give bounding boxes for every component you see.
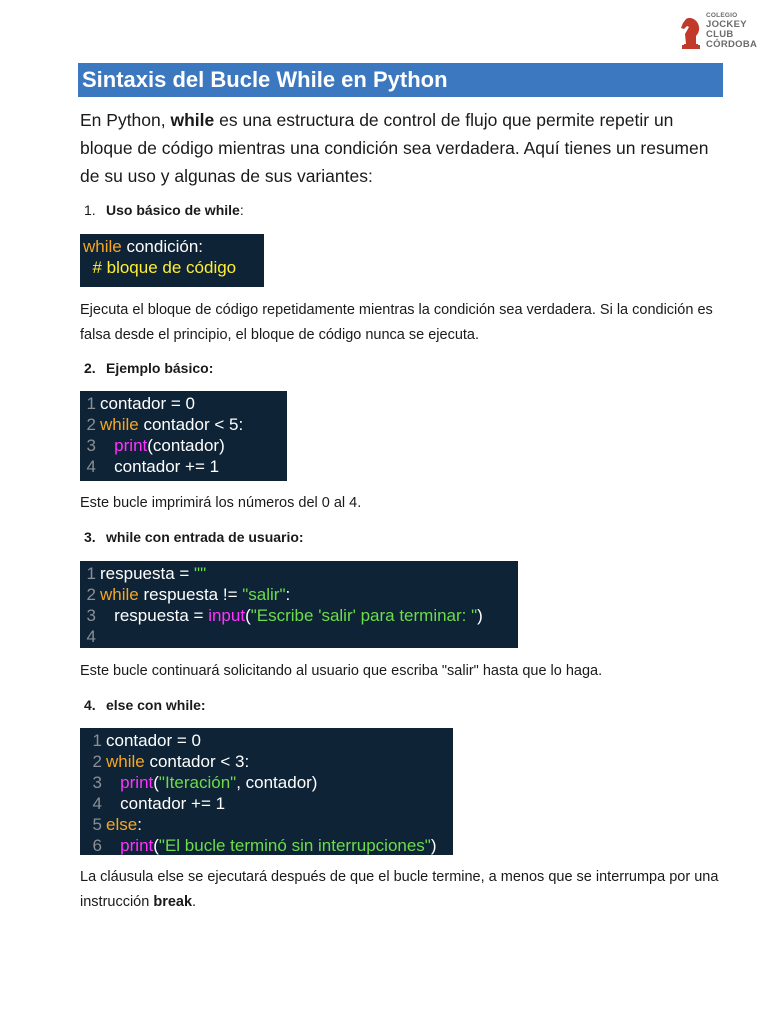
section-number: 2.: [84, 360, 96, 376]
line-number: 6: [92, 836, 102, 855]
line-number: 1: [86, 394, 96, 413]
string-literal: "": [194, 564, 207, 583]
code-line: [80, 793, 453, 814]
function-name: print: [120, 836, 154, 855]
code-text: (contador): [147, 436, 225, 455]
code-line: [80, 751, 453, 772]
intro-text-1: En Python,: [80, 110, 171, 130]
indent: [100, 436, 114, 455]
code-text: ): [477, 606, 483, 625]
code-text: (: [245, 606, 251, 625]
code-line: [80, 414, 287, 435]
paragraph-2: Este bucle imprimirá los números del 0 al 4.: [80, 495, 362, 511]
line-number: 4: [86, 627, 96, 646]
code-text: condición:: [121, 237, 204, 256]
school-logo: [678, 12, 758, 54]
code-line: [80, 772, 453, 793]
string-literal: "Escribe 'salir' para terminar: ": [250, 606, 478, 625]
code-text: contador += 1: [106, 794, 226, 813]
paragraph-4: [80, 865, 720, 915]
line-number: 1: [86, 564, 96, 583]
code-block-2: [80, 391, 287, 481]
function-name: print: [114, 436, 148, 455]
intro-bold-keyword: while: [170, 110, 215, 130]
code-line: [80, 456, 287, 477]
code-line: [80, 435, 287, 456]
string-literal: "Iteración": [158, 773, 237, 792]
section-heading-2: [84, 360, 213, 376]
string-literal: "salir": [242, 585, 286, 604]
paragraph-1: Ejecuta el bloque de código repetidamente mientras la condición sea verdadera. Si la condición es falsa desde el principio, el bloque de código nunca se ejecuta.: [80, 302, 713, 343]
paragraph-text: .: [192, 894, 197, 910]
code-text: (: [153, 773, 159, 792]
logo-line-3: CLUB: [706, 29, 734, 40]
code-text: contador = 0: [106, 731, 201, 750]
code-line: [80, 814, 453, 835]
section-title: Ejemplo básico:: [106, 360, 214, 376]
code-line: [80, 393, 287, 414]
code-text: contador = 0: [100, 394, 195, 413]
line-number: 4: [92, 794, 102, 813]
code-text: contador < 5:: [138, 415, 244, 434]
section-title: Uso básico de while: [106, 202, 240, 218]
line-number: 2: [86, 415, 96, 434]
line-number: 2: [92, 752, 102, 771]
line-number: 3: [86, 606, 96, 625]
function-name: input: [208, 606, 246, 625]
keyword: while: [100, 415, 139, 434]
code-line: [80, 835, 453, 856]
section-number: 3.: [84, 529, 96, 545]
line-number: 3: [92, 773, 102, 792]
code-text: respuesta !=: [138, 585, 243, 604]
code-block-4: [80, 728, 453, 855]
code-text: respuesta =: [100, 564, 195, 583]
code-line: [80, 626, 518, 647]
code-text: :: [285, 585, 291, 604]
section-heading-4: [84, 697, 206, 713]
code-text: contador < 3:: [144, 752, 250, 771]
function-name: print: [120, 773, 154, 792]
section-suffix: :: [239, 202, 244, 218]
intro-paragraph: [80, 106, 730, 190]
keyword: while: [100, 585, 139, 604]
line-number: 4: [86, 457, 96, 476]
code-block-1: [80, 234, 264, 287]
logo-line-1: COLEGIO: [706, 12, 738, 19]
code-text: , contador): [236, 773, 318, 792]
paragraph-3: Este bucle continuará solicitando al usuario que escriba "salir" hasta que lo haga.: [80, 663, 603, 679]
code-line: [80, 605, 518, 626]
code-line: [80, 584, 518, 605]
code-line: [80, 730, 453, 751]
logo-line-4: CÓRDOBA: [706, 39, 758, 50]
line-number: 1: [92, 731, 102, 750]
intro-text-2: es una estructura de control de flujo que permite repetir un bloque de código mientras una condición sea verdadera. Aquí tienes un resumen de su uso y algunas de sus variantes:: [80, 110, 709, 186]
knight-chess-icon: [678, 14, 704, 50]
indent: [106, 836, 120, 855]
bold-keyword: break: [153, 894, 193, 910]
code-block-3: [80, 561, 518, 648]
code-line: [80, 563, 518, 584]
section-heading-1: [84, 202, 244, 218]
code-text: respuesta =: [100, 606, 209, 625]
code-line: [80, 236, 264, 257]
paragraph-text: La cláusula else se ejecutará después de que el bucle termine, a menos que se interrumpa por una instrucción: [80, 869, 719, 910]
section-title: while con entrada de usuario:: [106, 529, 304, 545]
code-text: contador += 1: [100, 457, 220, 476]
line-number: 3: [86, 436, 96, 455]
section-heading-3: [84, 529, 304, 545]
logo-line-2: JOCKEY: [706, 19, 747, 30]
title-bar: [78, 63, 723, 97]
keyword: else: [106, 815, 138, 834]
section-number: 4.: [84, 697, 96, 713]
section-title: else con while:: [106, 697, 206, 713]
line-number: 2: [86, 585, 96, 604]
code-line: [80, 257, 264, 278]
code-comment: # bloque de código: [83, 258, 237, 277]
keyword: while: [106, 752, 145, 771]
line-number: 5: [92, 815, 102, 834]
section-number: 1.: [84, 202, 96, 218]
string-literal: "El bucle terminó sin interrupciones": [158, 836, 431, 855]
page-title: Sintaxis del Bucle While en Python: [82, 67, 448, 92]
keyword: while: [83, 237, 122, 256]
code-text: ): [430, 836, 437, 855]
code-text: :: [137, 815, 142, 834]
code-text: (: [153, 836, 159, 855]
indent: [106, 773, 120, 792]
